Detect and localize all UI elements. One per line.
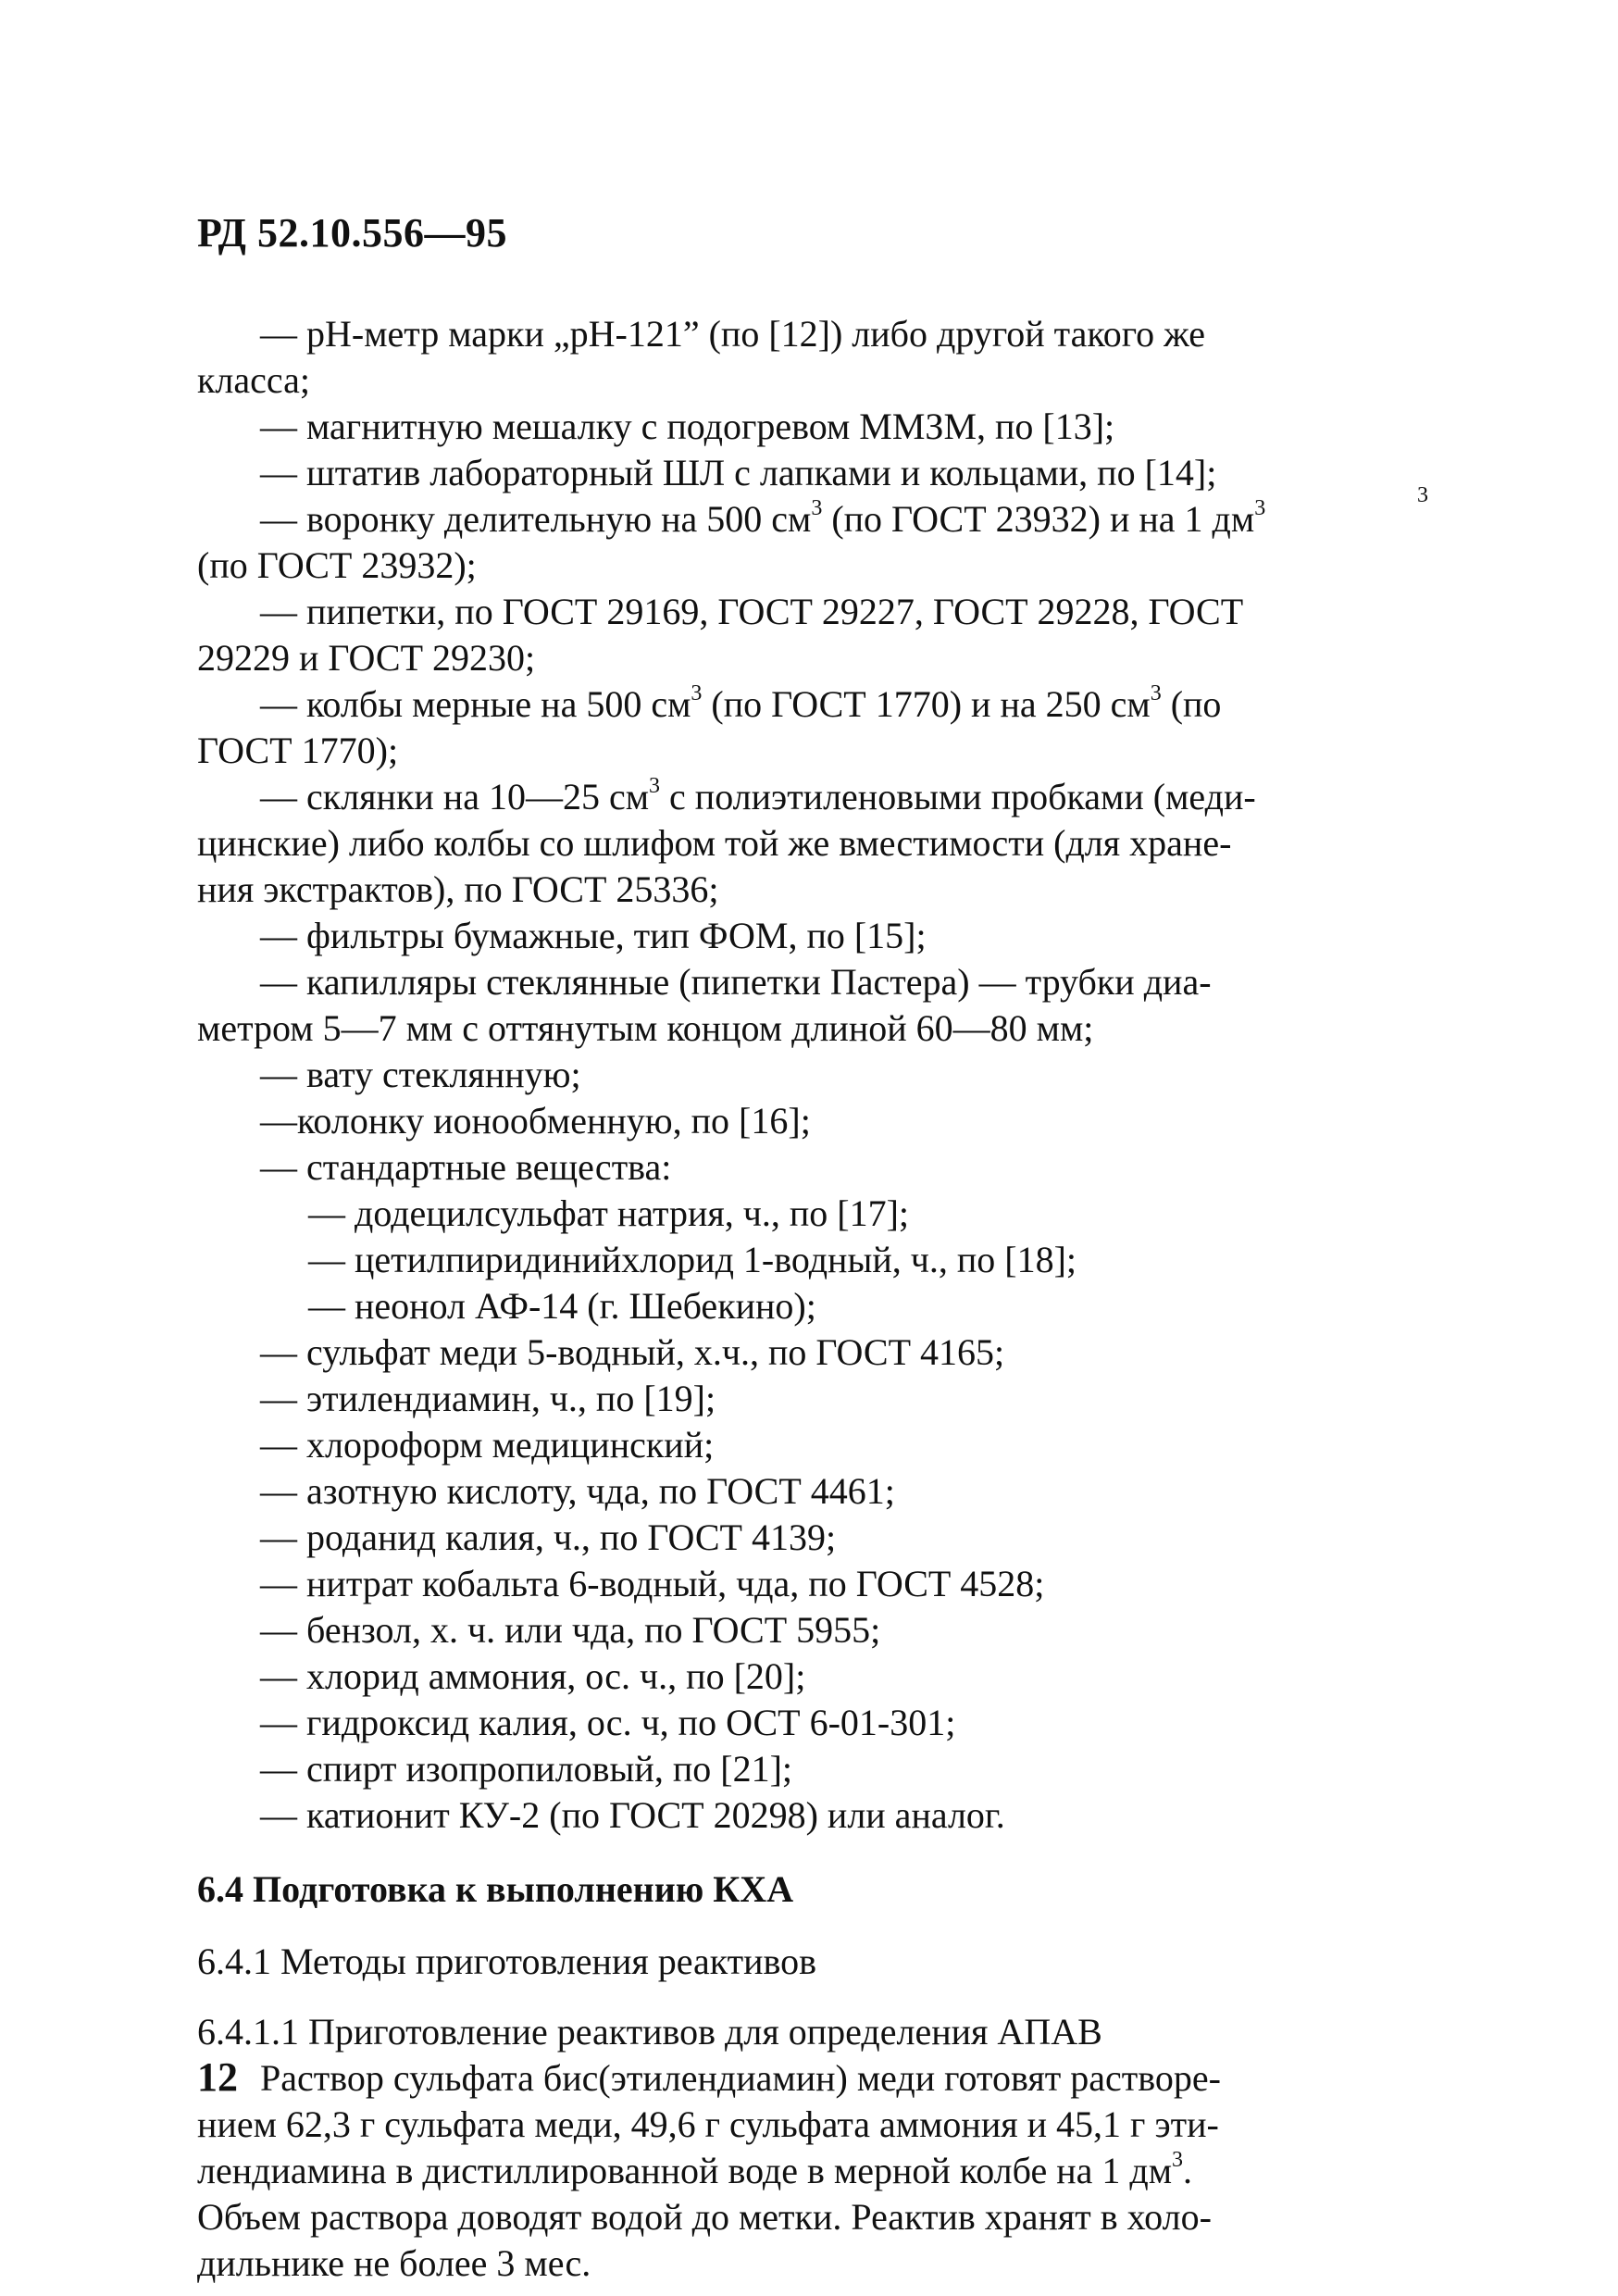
- funnel-text-a: — воронку делительную на 500 см: [260, 498, 812, 540]
- list-item-vials-line2: цинские) либо колбы со шлифом той же вместимости (для хране-: [197, 822, 1232, 864]
- list-item-cation-exchanger: — катионит КУ-2 (по ГОСТ 20298) или аналог.: [260, 1794, 1005, 1836]
- list-item-pipettes-line2: 29229 и ГОСТ 29230;: [197, 637, 536, 679]
- document-code-header: РД 52.10.556—95: [197, 210, 507, 256]
- superscript-cube: 3: [1172, 2147, 1184, 2172]
- vials-text-a: — склянки на 10—25 см: [260, 776, 650, 817]
- vials-text-b: с полиэтиленовыми пробками (меди-: [660, 776, 1256, 817]
- sub-item-sodium-dodecyl-sulfate: — додецилсульфат натрия, ч., по [17];: [308, 1192, 910, 1234]
- list-item-nitric-acid: — азотную кислоту, чда, по ГОСТ 4461;: [260, 1470, 895, 1512]
- list-item-cobalt-nitrate: — нитрат кобальта 6-водный, чда, по ГОСТ 4528;: [260, 1563, 1045, 1604]
- list-item-ph-meter-line2: класса;: [197, 359, 311, 401]
- paragraph-line-1: Раствор сульфата бис(этилендиамин) меди готовят растворе-: [260, 2057, 1221, 2099]
- sub-item-cetylpyridinium-chloride: — цетилпиридинийхлорид 1-водный, ч., по [18];: [308, 1239, 1077, 1280]
- list-item-potassium-thiocyanate: — роданид калия, ч., по ГОСТ 4139;: [260, 1516, 837, 1558]
- paragraph-line-3-text: лендиамина в дистиллированной воде в мерной колбе на 1 дм: [197, 2150, 1173, 2191]
- paragraph-line-3: [197, 2148, 1428, 2194]
- paragraph-line-4: Объем раствора доводят водой до метки. Реактив хранят в холо-: [197, 2196, 1212, 2238]
- list-item-magnetic-stirrer: — магнитную мешалку с подогревом ММЗМ, по [13];: [260, 406, 1115, 447]
- list-item-vials-line1: [197, 774, 1428, 820]
- list-item-separatory-funnel-line2: (по ГОСТ 23932);: [197, 544, 477, 586]
- list-item-capillaries-line2: метром 5—7 мм с оттянутым концом длиной 60—80 мм;: [197, 1007, 1094, 1049]
- list-item-separatory-funnel-line1: [197, 496, 1428, 543]
- list-item-isopropyl-alcohol: — спирт изопропиловый, по [21];: [260, 1748, 792, 1790]
- list-item-copper-sulfate: — сульфат меди 5-водный, х.ч., по ГОСТ 4165;: [260, 1331, 1005, 1373]
- list-item-lab-stand: [197, 450, 1428, 507]
- section-heading-6-4-1: 6.4.1 Методы приготовления реактивов: [197, 1940, 817, 1982]
- list-item-ethylenediamine: — этилендиамин, ч., по [19];: [260, 1378, 716, 1419]
- page-number: 12: [197, 2054, 238, 2100]
- superscript-cube: 3: [811, 495, 823, 520]
- superscript-cube: 3: [691, 680, 703, 705]
- list-item-vials-line3: ния экстрактов), по ГОСТ 25336;: [197, 868, 719, 910]
- flasks-text-c: (по: [1161, 683, 1222, 725]
- flasks-text-b: (по ГОСТ 1770) и на 250 см: [702, 683, 1151, 725]
- list-item-glass-wool: — вату стеклянную;: [260, 1054, 581, 1095]
- list-item-capillaries-line1: — капилляры стеклянные (пипетки Пастера) — трубки диа-: [260, 961, 1212, 1003]
- list-item-benzene: — бензол, х. ч. или чда, по ГОСТ 5955;: [260, 1609, 881, 1651]
- section-heading-6-4: 6.4 Подготовка к выполнению КХА: [197, 1868, 794, 1910]
- list-item-chloroform: — хлороформ медицинский;: [260, 1424, 715, 1466]
- superscript-cube: 3: [649, 773, 661, 798]
- superscript-cube: 3: [1150, 680, 1162, 705]
- list-item-ammonium-chloride: — хлорид аммония, ос. ч., по [20];: [260, 1655, 806, 1697]
- document-body: [197, 311, 1428, 2287]
- paragraph-line-5: дильнике не более 3 мес.: [197, 2242, 591, 2284]
- paragraph-line-3-period: .: [1183, 2150, 1193, 2191]
- flasks-text-a: — колбы мерные на 500 см: [260, 683, 691, 725]
- list-item-volumetric-flasks-line1: [197, 681, 1428, 728]
- sub-item-neonol: — неонол АФ-14 (г. Шебекино);: [308, 1285, 816, 1327]
- stray-superscript: 3: [1417, 483, 1428, 507]
- list-item-potassium-hydroxide: — гидроксид калия, ос. ч, по ОСТ 6-01-301;: [260, 1702, 956, 1743]
- list-item-pipettes-line1: — пипетки, по ГОСТ 29169, ГОСТ 29227, ГОСТ 29228, ГОСТ: [260, 591, 1244, 632]
- list-item-volumetric-flasks-line2: ГОСТ 1770);: [197, 730, 399, 771]
- superscript-cube: 3: [1254, 495, 1266, 520]
- funnel-text-b: (по ГОСТ 23932) и на 1 дм: [822, 498, 1255, 540]
- list-item-standard-substances: — стандартные вещества:: [260, 1146, 672, 1188]
- list-item-paper-filters: — фильтры бумажные, тип ФОМ, по [15];: [260, 915, 927, 956]
- list-item-lab-stand-text: — штатив лабораторный ШЛ с лапками и кольцами, по [14];: [260, 452, 1217, 493]
- section-heading-6-4-1-1: 6.4.1.1 Приготовление реактивов для определения АПАВ: [197, 2011, 1102, 2053]
- paragraph-line-2: нием 62,3 г сульфата меди, 49,6 г сульфата аммония и 45,1 г эти-: [197, 2103, 1219, 2145]
- list-item-ph-meter-line1: — рН-метр марки „рН-121” (по [12]) либо другой такого же: [260, 313, 1206, 355]
- list-item-ion-exchange-column: —колонку ионообменную, по [16];: [260, 1100, 811, 1142]
